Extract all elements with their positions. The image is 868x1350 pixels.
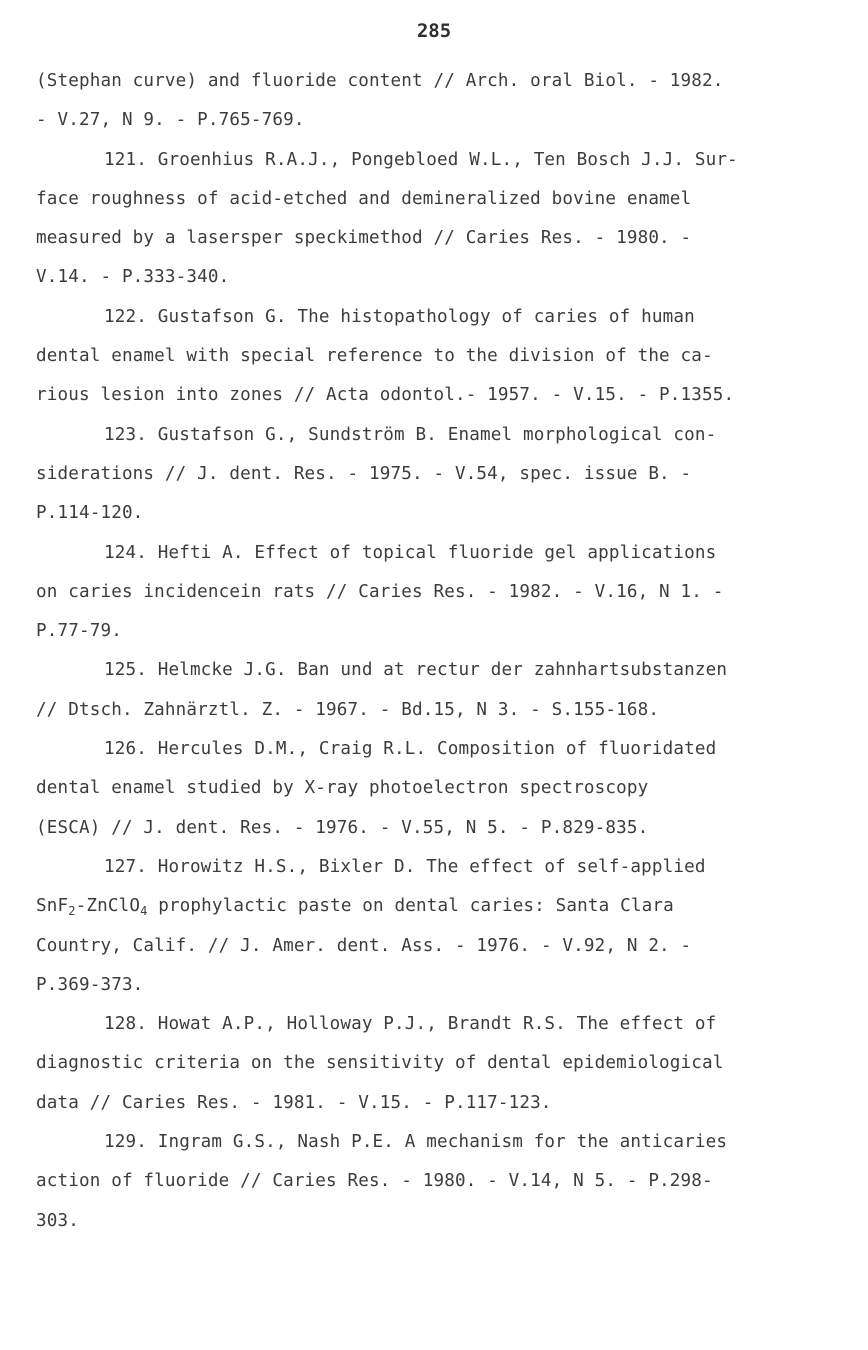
formula-subscript: 4 bbox=[140, 904, 148, 919]
reference-121 bbox=[36, 141, 836, 298]
formula-part: SnF bbox=[36, 896, 69, 917]
reference-line: 121. Groenhius R.A.J., Pongebloed W.L., Ten Bosch J.J. Sur- bbox=[104, 149, 738, 170]
reference-122 bbox=[36, 298, 836, 416]
page-number: 285 bbox=[416, 20, 452, 42]
reference-line: siderations // J. dent. Res. - 1975. - V.54, spec. issue B. - bbox=[36, 463, 692, 484]
reference-126 bbox=[36, 730, 836, 848]
reference-line: 122. Gustafson G. The histopathology of caries of human bbox=[104, 306, 695, 327]
reference-line: 129. Ingram G.S., Nash P.E. A mechanism for the anticaries bbox=[104, 1132, 728, 1153]
reference-line: Country, Calif. // J. Amer. dent. Ass. - 1976. - V.92, N 2. - bbox=[36, 935, 692, 956]
reference-line: P.77-79. bbox=[36, 621, 122, 642]
reference-line: 126. Hercules D.M., Craig R.L. Composition of fluoridated bbox=[104, 739, 717, 760]
formula-part: prophylactic paste on dental caries: Santa Clara bbox=[147, 896, 674, 917]
reference-129 bbox=[36, 1123, 836, 1241]
reference-line: P.369-373. bbox=[36, 974, 144, 995]
reference-line: 125. Helmcke J.G. Ban und at rectur der zahnhartsubstanzen bbox=[104, 660, 728, 681]
reference-125 bbox=[36, 651, 836, 730]
reference-line: rious lesion into zones // Acta odontol.- 1957. - V.15. - P.1355. bbox=[36, 385, 735, 406]
formula-part: -ZnClO bbox=[75, 896, 141, 917]
reference-127 bbox=[36, 848, 836, 1005]
reference-line: face roughness of acid-etched and demineralized bovine enamel bbox=[36, 188, 692, 209]
reference-line: 123. Gustafson G., Sundström B. Enamel morphological con- bbox=[104, 424, 717, 445]
reference-line: measured by a lasersper speckimethod // Caries Res. - 1980. - bbox=[36, 228, 692, 249]
reference-line: - V.27, N 9. - P.765-769. bbox=[36, 110, 305, 131]
reference-line: 128. Howat A.P., Holloway P.J., Brandt R.S. The effect of bbox=[104, 1014, 717, 1035]
reference-line: // Dtsch. Zahnärztl. Z. - 1967. - Bd.15, N 3. - S.155-168. bbox=[36, 699, 660, 720]
reference-line: P.114-120. bbox=[36, 503, 144, 524]
reference-line: data // Caries Res. - 1981. - V.15. - P.117-123. bbox=[36, 1092, 552, 1113]
reference-line: action of fluoride // Caries Res. - 1980. - V.14, N 5. - P.298- bbox=[36, 1171, 713, 1192]
reference-128 bbox=[36, 1005, 836, 1123]
reference-line: dental enamel studied by X-ray photoelectron spectroscopy bbox=[36, 778, 649, 799]
reference-line: (ESCA) // J. dent. Res. - 1976. - V.55, N 5. - P.829-835. bbox=[36, 817, 649, 838]
reference-line: 124. Hefti A. Effect of topical fluoride gel applications bbox=[104, 542, 717, 563]
reference-line: on caries incidencein rats // Caries Res. - 1982. - V.16, N 1. - bbox=[36, 581, 724, 602]
reference-line: 303. bbox=[36, 1210, 79, 1231]
reference-continuation bbox=[36, 62, 836, 141]
reference-formula-line bbox=[36, 887, 836, 926]
reference-line: dental enamel with special reference to the division of the ca- bbox=[36, 346, 713, 367]
reference-line: diagnostic criteria on the sensitivity of dental epidemiological bbox=[36, 1053, 724, 1074]
reference-line: 127. Horowitz H.S., Bixler D. The effect of self-applied bbox=[104, 856, 706, 877]
reference-124 bbox=[36, 534, 836, 652]
reference-list bbox=[36, 62, 836, 1241]
formula-subscript: 2 bbox=[68, 904, 76, 919]
reference-123 bbox=[36, 416, 836, 534]
reference-line: V.14. - P.333-340. bbox=[36, 267, 230, 288]
reference-line: (Stephan curve) and fluoride content // Arch. oral Biol. - 1982. bbox=[36, 71, 724, 91]
